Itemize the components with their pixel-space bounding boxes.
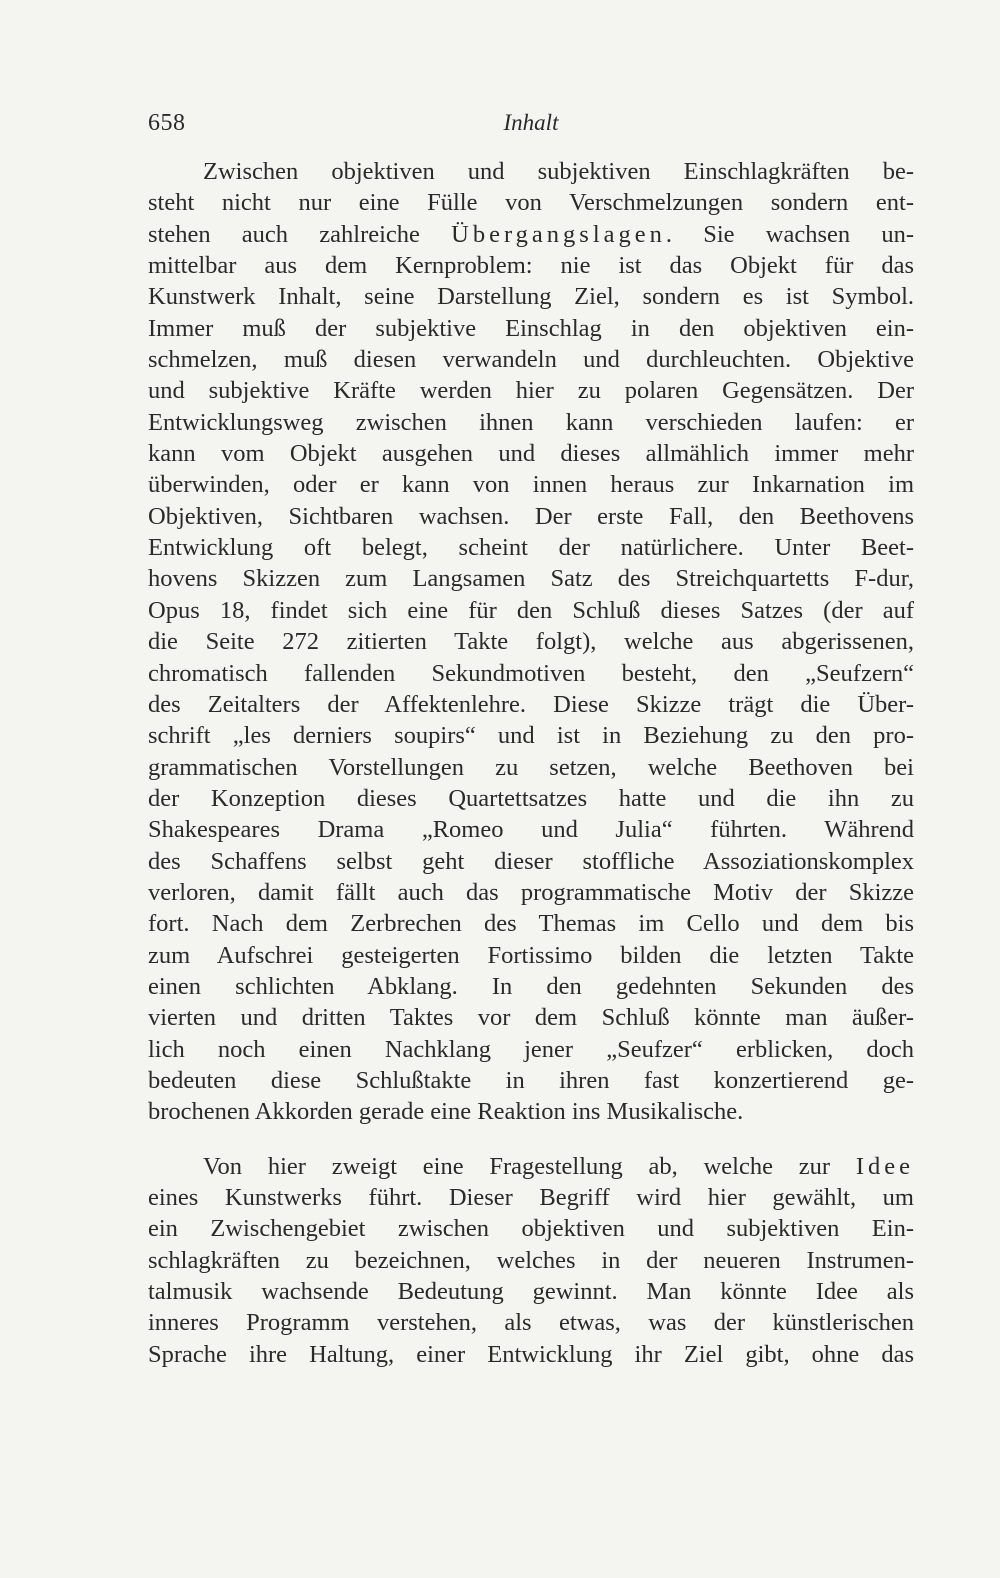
text-line: Kunstwerk Inhalt, seine Darstellung Ziel, sondern es ist Symbol. [148, 283, 914, 311]
running-head: Inhalt [503, 110, 559, 135]
text-segment: stehen auch zahlreiche [148, 220, 452, 248]
body-text [148, 156, 914, 1370]
text-line: des Schaffens selbst geht dieser stoffliche Assoziationskomplex [148, 847, 914, 875]
spaced-emphasis: Idee [855, 1152, 914, 1180]
page-number: 658 [148, 110, 186, 136]
page-header [148, 110, 914, 150]
text-segment: Von hier zweigt eine Fragestellung ab, welche zur [203, 1152, 856, 1180]
text-line: und subjektive Kräfte werden hier zu polaren Gegensätzen. Der [148, 377, 914, 405]
text-line: ein Zwischengebiet zwischen objektiven und subjektiven Ein- [148, 1215, 914, 1243]
text-line: hovens Skizzen zum Langsamen Satz des Streichquartetts F-dur, [148, 565, 914, 593]
text-line: inneres Programm verstehen, als etwas, was der künstlerischen [148, 1309, 914, 1337]
text-line: kann vom Objekt ausgehen und dieses allmählich immer mehr [148, 440, 914, 468]
text-line: Entwicklungsweg zwischen ihnen kann verschieden laufen: er [148, 408, 914, 436]
text-line: Sprache ihre Haltung, einer Entwicklung ihr Ziel gibt, ohne das [148, 1340, 914, 1368]
text-segment: . Sie wachsen un- [665, 220, 914, 248]
text-line: fort. Nach dem Zerbrechen des Themas im Cello und dem bis [148, 910, 914, 938]
text-line: Zwischen objektiven und subjektiven Einschlagkräften be- [203, 158, 914, 185]
text-line: überwinden, oder er kann von innen heraus zur Inkarnation im [148, 471, 914, 499]
text-line: einen schlichten Abklang. In den gedehnten Sekunden des [148, 972, 914, 1000]
text-line: der Konzeption dieses Quartettsatzes hatte und die ihn zu [148, 784, 914, 812]
text-line: lich noch einen Nachklang jener „Seufzer“ erblicken, doch [148, 1035, 914, 1063]
text-line: schlagkräften zu bezeichnen, welches in der neueren Instrumen- [148, 1246, 914, 1274]
text-line: steht nicht nur eine Fülle von Verschmelzungen sondern ent- [148, 189, 914, 217]
text-line: vierten und dritten Taktes vor dem Schluß könnte man äußer- [148, 1004, 914, 1032]
text-line: schmelzen, muß diesen verwandeln und durchleuchten. Objektive [148, 346, 914, 374]
text-line: eines Kunstwerks führt. Dieser Begriff wird hier gewählt, um [148, 1184, 914, 1211]
text-line: die Seite 272 zitierten Takte folgt), welche aus abgerissenen, [148, 628, 914, 656]
spaced-emphasis: Übergangslagen [451, 220, 666, 248]
text-line: Objektiven, Sichtbaren wachsen. Der erste Fall, den Beethovens [148, 502, 914, 530]
text-line [148, 1151, 914, 1182]
text-line [148, 219, 914, 250]
text-line: des Zeitalters der Affektenlehre. Diese Skizze trägt die Über- [148, 690, 914, 718]
text-line: Entwicklung oft belegt, scheint der natürlichere. Unter Beet- [148, 534, 914, 562]
text-line: talmusik wachsende Bedeutung gewinnt. Man könnte Idee als [148, 1278, 914, 1306]
text-line: verloren, damit fällt auch das programmatische Motiv der Skizze [148, 878, 914, 906]
text-line: grammatischen Vorstellungen zu setzen, welche Beethoven bei [148, 753, 914, 781]
paragraph [148, 156, 914, 1128]
paragraph [148, 1151, 914, 1370]
text-line: Opus 18, findet sich eine für den Schluß dieses Satzes (der auf [148, 596, 914, 624]
text-line: Shakespeares Drama „Romeo und Julia“ führten. Während [148, 816, 914, 844]
text-line: brochenen Akkorden gerade eine Reaktion ins Musikalische. [148, 1098, 744, 1126]
text-line: chromatisch fallenden Sekundmotiven besteht, den „Seufzern“ [148, 659, 914, 687]
text-line: zum Aufschrei gesteigerten Fortissimo bilden die letzten Takte [148, 941, 914, 969]
text-line: mittelbar aus dem Kernproblem: nie ist das Objekt für das [148, 252, 914, 280]
text-line: Immer muß der subjektive Einschlag in den objektiven ein- [148, 314, 914, 342]
text-line: bedeuten diese Schlußtakte in ihren fast konzertierend ge- [148, 1066, 914, 1094]
text-line: schrift „les derniers soupirs“ und ist in Beziehung zu den pro- [148, 722, 914, 750]
